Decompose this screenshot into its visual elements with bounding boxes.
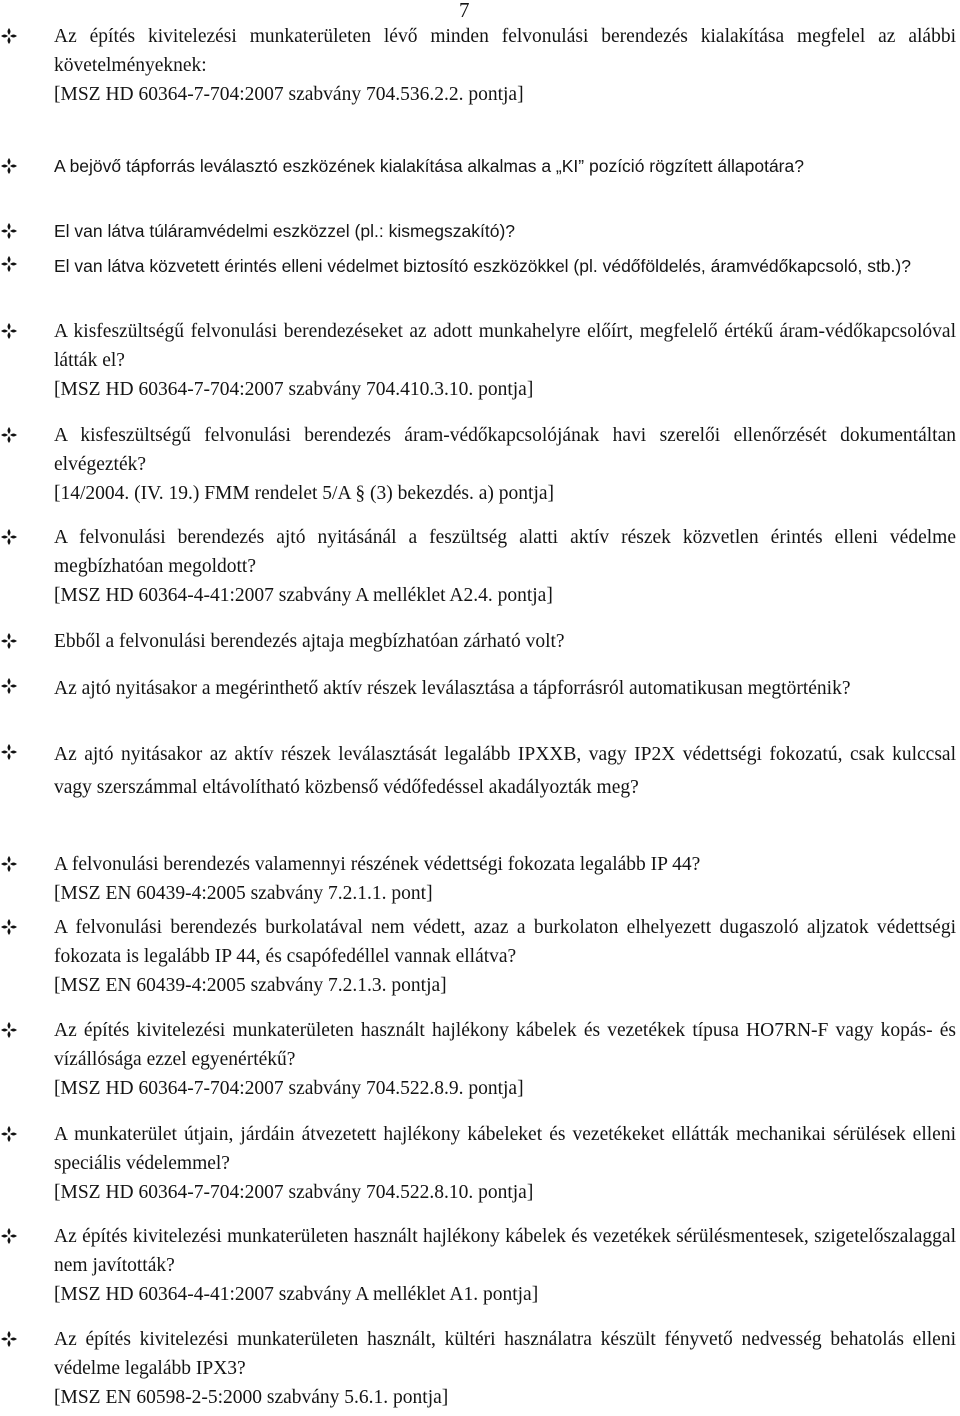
diamond-bullet-icon	[0, 1330, 18, 1348]
diamond-bullet-icon	[0, 528, 18, 546]
item-reference: [MSZ HD 60364-7-704:2007 szabvány 704.410.3.10. pontja]	[54, 379, 534, 400]
item-question: Az építés kivitelezési munkaterületen használt, kültéri használatra készült fényvető nedvesség behatolás elleni védelme legalább IPX3?	[54, 1329, 956, 1379]
diamond-bullet-icon	[0, 157, 18, 175]
item-question: A munkaterület útjain, járdáin átvezetett hajlékony kábeleket és vezetékeket ellátták mechanikai sérülések elleni speciális védelemmel?	[54, 1124, 956, 1174]
item-question: Az építés kivitelezési munkaterületen használt hajlékony kábelek és vezetékek sérülésmentesek, szigetelőszalaggal nem javították?	[54, 1226, 956, 1276]
item-reference: [MSZ HD 60364-7-704:2007 szabvány 704.522.8.10. pontja]	[54, 1182, 534, 1203]
item-question: El van látva túláramvédelmi eszközzel (pl.: kismegszakító)?	[54, 221, 516, 241]
item-reference: [MSZ EN 60439-4:2005 szabvány 7.2.1.1. pont]	[54, 883, 433, 904]
diamond-bullet-icon	[0, 918, 18, 936]
item-question: A felvonulási berendezés burkolatával nem védett, azaz a burkolaton elhelyezett dugaszoló aljzatok védettségi fokozata is legalább IP 44, és csapófedéllel vannak ellátva?	[54, 917, 956, 967]
item-question: Az ajtó nyitásakor a megérinthető aktív részek leválasztása a tápforrásról automatikusan megtörténik?	[54, 678, 851, 699]
diamond-bullet-icon	[0, 743, 18, 761]
item-reference: [14/2004. (IV. 19.) FMM rendelet 5/A § (3) bekezdés. a) pontja]	[54, 483, 555, 504]
item-question: A kisfeszültségű felvonulási berendezés áram-védőkapcsolójának havi szerelői ellenőrzését dokumentáltan elvégezték?	[54, 425, 956, 475]
diamond-bullet-icon	[0, 426, 18, 444]
item-reference: [MSZ EN 60598-2-5:2000 szabvány 5.6.1. pontja]	[54, 1387, 449, 1408]
diamond-bullet-icon	[0, 322, 18, 340]
diamond-bullet-icon	[0, 632, 18, 650]
item-reference: [MSZ EN 60439-4:2005 szabvány 7.2.1.3. pontja]	[54, 975, 447, 996]
diamond-bullet-icon	[0, 222, 18, 240]
diamond-bullet-icon	[0, 677, 18, 695]
item-reference: [MSZ HD 60364-7-704:2007 szabvány 704.536.2.2. pontja]	[54, 84, 524, 105]
item-question: A felvonulási berendezés valamennyi részének védettségi fokozata legalább IP 44?	[54, 854, 701, 875]
diamond-bullet-icon	[0, 1021, 18, 1039]
diamond-bullet-icon	[0, 255, 18, 273]
item-reference: [MSZ HD 60364-7-704:2007 szabvány 704.522.8.9. pontja]	[54, 1078, 524, 1099]
diamond-bullet-icon	[0, 1227, 18, 1245]
item-question: Az ajtó nyitásakor az aktív részek leválasztását legalább IPXXB, vagy IP2X védettségi fokozatú, csak kulccsal vagy szerszámmal eltávolítható közbenső védőfedéssel akadályozták meg?	[54, 744, 956, 798]
diamond-bullet-icon	[0, 1125, 18, 1143]
item-question: A kisfeszültségű felvonulási berendezéseket az adott munkahelyre előírt, megfelelő értékű áram-védőkapcsolóval látták el?	[54, 321, 956, 371]
item-question: Ebből a felvonulási berendezés ajtaja megbízhatóan zárható volt?	[54, 631, 565, 652]
item-question: El van látva közvetett érintés elleni védelmet biztosító eszközökkel (pl. védőföldelés, áramvédőkapcsoló, stb.)?	[54, 256, 911, 276]
item-question: Az építés kivitelezési munkaterületen lévő minden felvonulási berendezés kialakítása megfelel az alábbi követelményeknek:	[54, 26, 956, 76]
item-reference: [MSZ HD 60364-4-41:2007 szabvány A melléklet A1. pontja]	[54, 1284, 539, 1305]
diamond-bullet-icon	[0, 27, 18, 45]
item-question: A bejövő tápforrás leválasztó eszközének kialakítása alkalmas a „KI” pozíció rögzített állapotára?	[54, 156, 804, 176]
page-number: 7	[459, 0, 470, 22]
diamond-bullet-icon	[0, 855, 18, 873]
item-question: Az építés kivitelezési munkaterületen használt hajlékony kábelek és vezetékek típusa HO7RN-F vagy kopás- és vízállósága ezzel egyenértékű?	[54, 1020, 956, 1070]
item-reference: [MSZ HD 60364-4-41:2007 szabvány A melléklet A2.4. pontja]	[54, 585, 553, 606]
item-question: A felvonulási berendezés ajtó nyitásánál a feszültség alatti aktív részek közvetlen érintés elleni védelme megbízhatóan megoldott?	[54, 527, 956, 577]
